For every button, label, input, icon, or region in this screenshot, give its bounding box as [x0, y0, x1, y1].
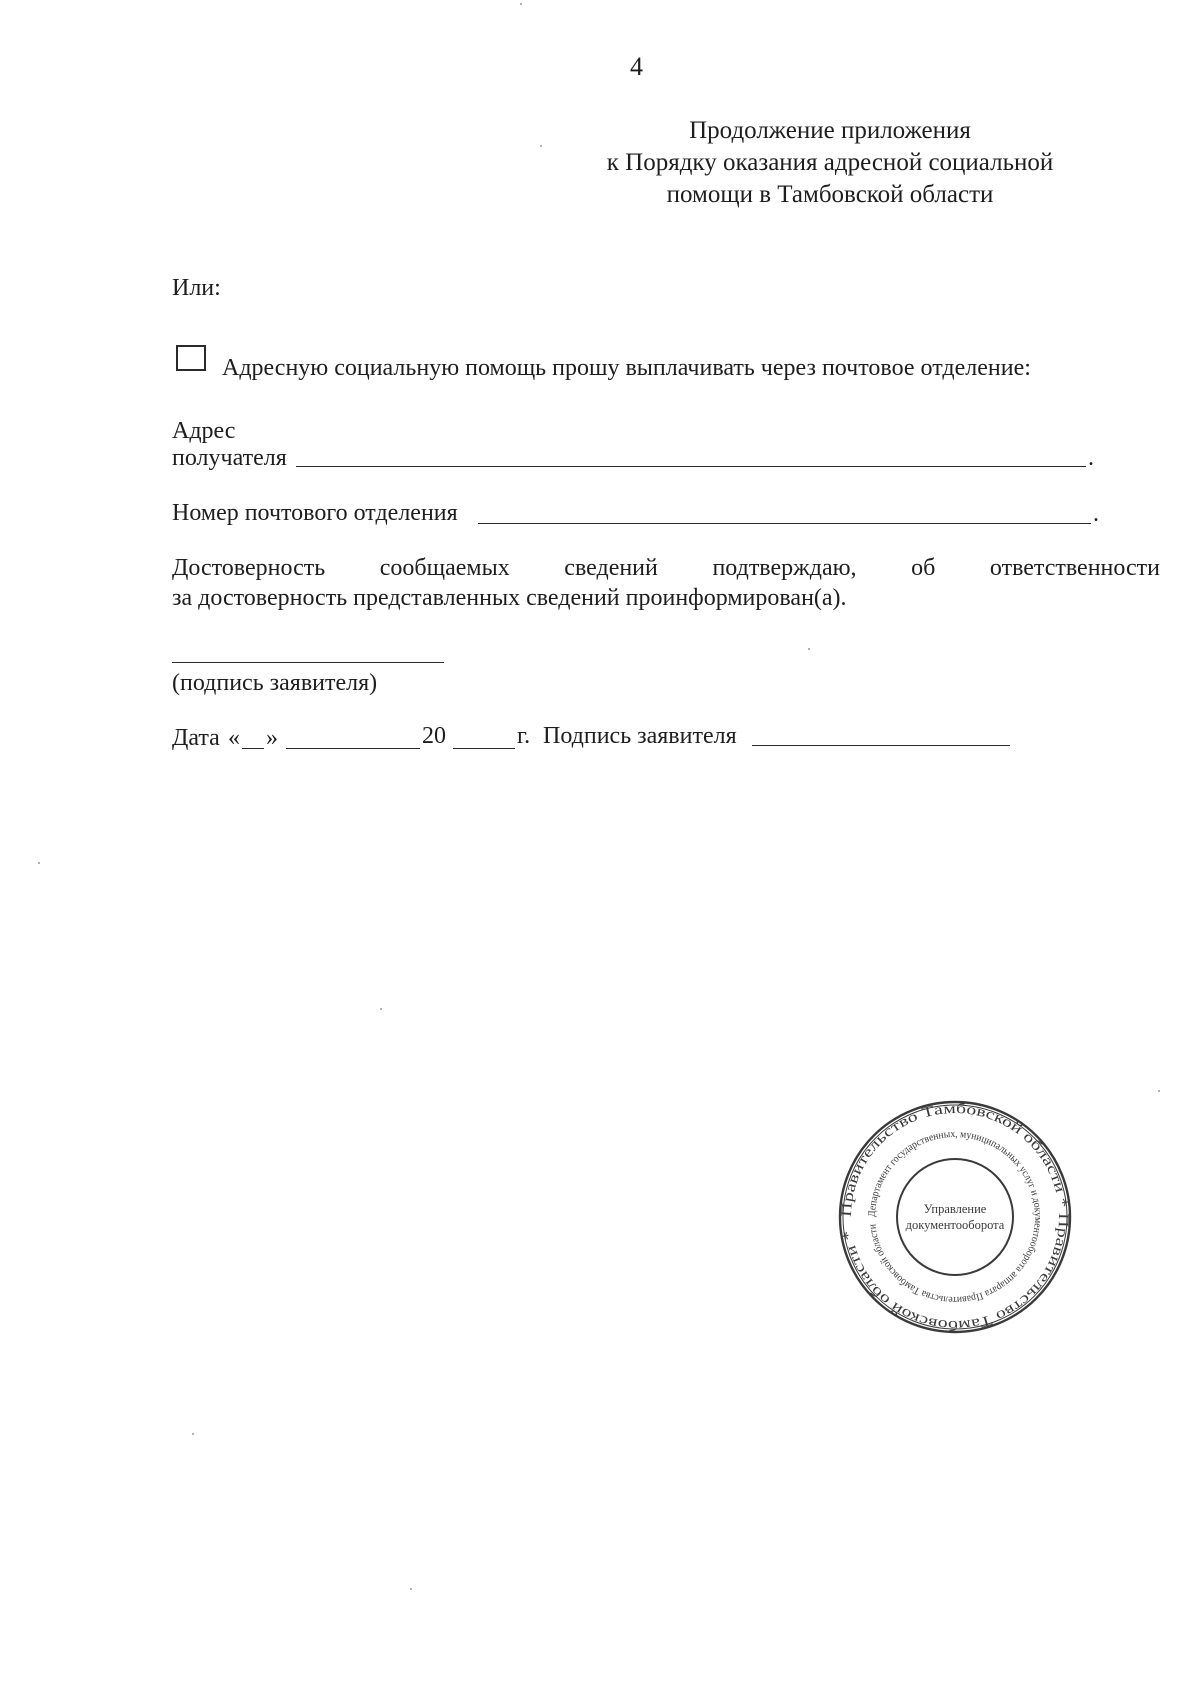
date-label: Дата: [172, 725, 220, 751]
confirmation-word: подтверждаю,: [712, 555, 857, 581]
scan-speck: [192, 1433, 194, 1435]
confirmation-word: сведений: [564, 555, 658, 581]
post-office-end-mark: .: [1093, 501, 1099, 527]
scan-speck: [520, 3, 522, 5]
quote-close: »: [266, 725, 278, 751]
scan-speck: [380, 1008, 382, 1010]
stamp-outer-text: Правительство Тамбовской области * Правительство Тамбовской области *: [838, 1100, 1072, 1334]
stamp-inner-circle: [897, 1159, 1013, 1275]
post-office-field[interactable]: [478, 523, 1091, 524]
confirmation-word: Достоверность: [172, 555, 326, 581]
or-label: Или:: [172, 275, 221, 301]
date-day-field[interactable]: [242, 748, 264, 749]
stamp-center-line-2: документооборота: [905, 1218, 1005, 1232]
heading-line-2: к Порядку оказания адресной социальной: [606, 149, 1054, 176]
postal-option-checkbox[interactable]: [176, 345, 206, 371]
appendix-heading: [550, 115, 1110, 211]
confirmation-line-1: [172, 553, 1160, 583]
confirmation-word: сообщаемых: [379, 555, 510, 581]
heading-line-3: помощи в Тамбовской области: [666, 181, 994, 208]
scan-speck: [540, 145, 542, 147]
postal-option-label: Адресную социальную помощь прошу выплачивать через почтовое отделение:: [222, 355, 1031, 381]
signature-label: Подпись заявителя: [543, 723, 737, 749]
scan-speck: [410, 1588, 412, 1590]
date-row-signature-field[interactable]: [752, 745, 1010, 746]
year-suffix: г.: [517, 723, 531, 749]
address-label-line-2: получателя: [172, 445, 287, 471]
page-number: 4: [630, 52, 643, 81]
stamp-center-line-1: Управление: [923, 1202, 987, 1216]
scan-speck: [38, 862, 40, 864]
confirmation-line-2: за достоверность представленных сведений проинформирован(а).: [172, 585, 847, 611]
quote-open: «: [228, 725, 240, 751]
confirmation-paragraph: [172, 553, 1160, 613]
stamp-inner-text: Департамент государственных, муниципальных услуг и документооборота аппарата Правительства Тамбовской области: [866, 1128, 1044, 1306]
post-office-label: Номер почтового отделения: [172, 500, 458, 526]
scan-speck: [1158, 1090, 1160, 1092]
official-stamp: [838, 1100, 1072, 1334]
confirmation-word: ответственности: [989, 555, 1160, 581]
address-end-mark: .: [1088, 445, 1094, 471]
year-prefix: 20: [422, 723, 446, 749]
address-field[interactable]: [296, 466, 1086, 467]
heading-line-1: Продолжение приложения: [689, 117, 971, 144]
address-label-line-1: Адрес: [172, 418, 236, 444]
date-year-field[interactable]: [453, 748, 515, 749]
signature-caption: (подпись заявителя): [172, 670, 378, 696]
scan-speck: [808, 648, 810, 650]
date-month-field[interactable]: [286, 748, 420, 749]
confirmation-word: об: [911, 555, 936, 581]
applicant-signature-field[interactable]: [172, 662, 444, 663]
